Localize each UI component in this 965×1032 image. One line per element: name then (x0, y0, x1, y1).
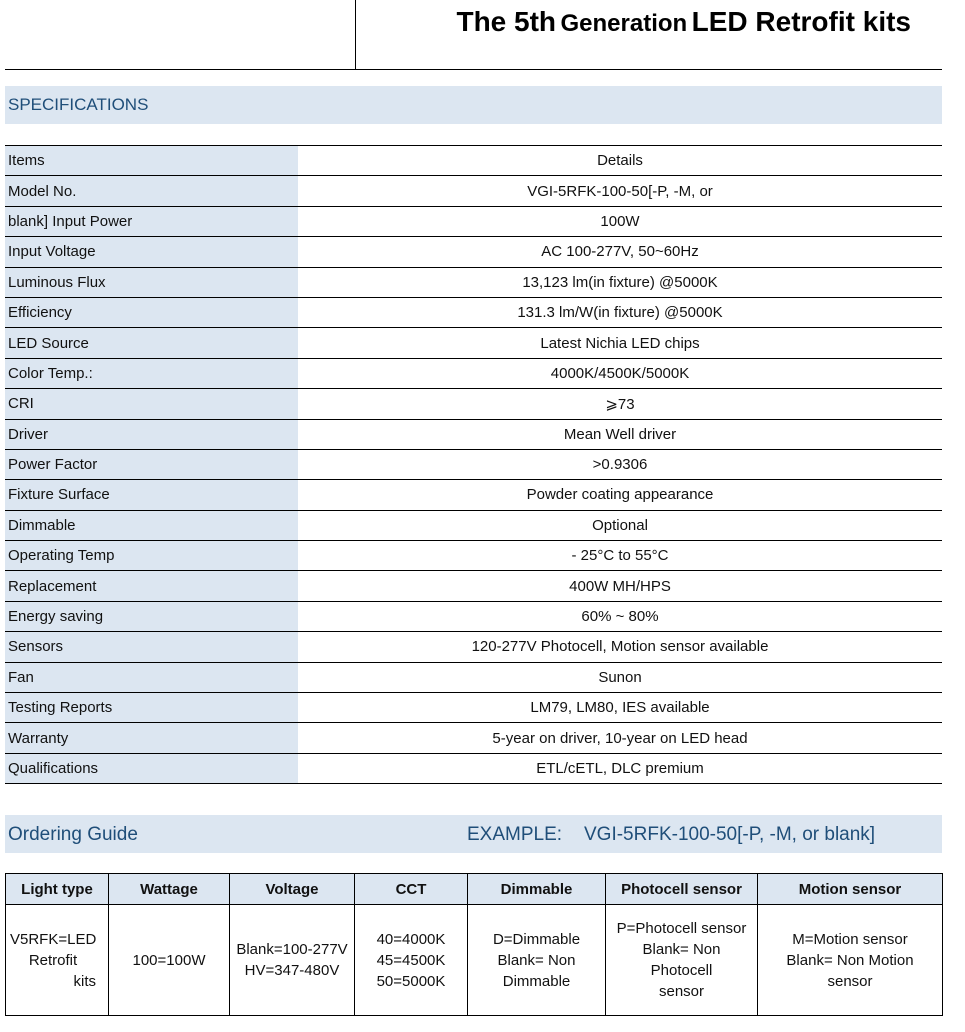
ordering-option-line: Blank=100-277V (236, 941, 348, 958)
spec-item-value: ⩾73 (298, 389, 942, 419)
spec-item-value: 60% ~ 80% (298, 601, 942, 631)
ordering-column-header: Wattage (109, 874, 230, 905)
spec-item-label: Sensors (5, 632, 298, 662)
ordering-column-header: Dimmable (468, 874, 606, 905)
ordering-option-line: M=Motion sensor (792, 930, 908, 948)
spec-item-value: 400W MH/HPS (298, 571, 942, 601)
spec-item-label: blank] Input Power (5, 206, 298, 236)
title-prefix: The 5th (456, 6, 557, 37)
ordering-option-line: D=Dimmable (492, 930, 581, 948)
spec-item-label: Operating Temp (5, 541, 298, 571)
specifications-heading: SPECIFICATIONS (8, 95, 149, 114)
ordering-option-line: Blank= Non Motion (786, 951, 914, 969)
spec-item-label: Fixture Surface (5, 480, 298, 510)
spec-item-label: Qualifications (5, 753, 298, 783)
example-model-number: VGI-5RFK-100-50[-P, -M, or blank] (584, 824, 876, 845)
spec-item-label: Dimmable (5, 510, 298, 540)
ordering-option-line: Blank= Non Photocell (642, 941, 721, 979)
spec-row (5, 662, 942, 692)
spec-row (5, 237, 942, 267)
spec-item-value: 100W (298, 206, 942, 236)
ordering-option-cell (109, 905, 230, 1016)
ordering-option-line: sensor (658, 983, 705, 1000)
spec-row (5, 693, 942, 723)
ordering-option-line: sensor (827, 972, 873, 990)
spec-item-label: Testing Reports (5, 693, 298, 723)
ordering-option-line: Retrofit (28, 951, 78, 969)
ordering-option-line: 50=5000K (376, 972, 446, 990)
ordering-option-line: 100=100W (132, 951, 206, 969)
spec-row (5, 389, 942, 419)
page-title (456, 6, 911, 38)
spec-item-label: Efficiency (5, 297, 298, 327)
ordering-option-line: HV=347-480V (244, 962, 340, 979)
spec-item-value: ETL/cETL, DLC premium (298, 753, 942, 783)
spec-row (5, 146, 942, 176)
spec-item-value: 4000K/4500K/5000K (298, 358, 942, 388)
ordering-option-cell (355, 905, 468, 1016)
example-label: EXAMPLE: (467, 824, 563, 845)
spec-item-label: LED Source (5, 328, 298, 358)
spec-item-label: Power Factor (5, 449, 298, 479)
spec-item-value: AC 100-277V, 50~60Hz (298, 237, 942, 267)
spec-item-value: Sunon (298, 662, 942, 692)
spec-row (5, 176, 942, 206)
ordering-guide-table (5, 873, 943, 1016)
spec-item-value: Mean Well driver (298, 419, 942, 449)
spec-item-value: 131.3 lm/W(in fixture) @5000K (298, 297, 942, 327)
spec-row (5, 541, 942, 571)
ordering-column-header: Light type (6, 874, 109, 905)
spec-item-label: Color Temp.: (5, 358, 298, 388)
spec-item-value: Latest Nichia LED chips (298, 328, 942, 358)
ordering-option-line: 40=4000K (376, 930, 446, 948)
ordering-options-row (6, 905, 943, 1016)
ordering-option-line: P=Photocell sensor (616, 920, 747, 937)
spec-row (5, 753, 942, 783)
ordering-option-line: Dimmable (502, 972, 571, 990)
spec-item-value: Powder coating appearance (298, 480, 942, 510)
spec-item-value: LM79, LM80, IES available (298, 693, 942, 723)
spec-row (5, 297, 942, 327)
ordering-option-cell (468, 905, 606, 1016)
ordering-option-line: 45=4500K (376, 951, 446, 969)
specifications-table (5, 145, 942, 784)
spec-item-label: Driver (5, 419, 298, 449)
spec-row (5, 358, 942, 388)
title-suffix: LED Retrofit kits (691, 6, 911, 37)
header-divider (355, 0, 356, 70)
spec-item-value: 120-277V Photocell, Motion sensor available (298, 632, 942, 662)
spec-item-label: CRI (5, 389, 298, 419)
spec-row (5, 480, 942, 510)
spec-item-value: VGI-5RFK-100-50[-P, -M, or (298, 176, 942, 206)
ordering-heading: Ordering Guide (8, 824, 138, 845)
spec-item-value: 5-year on driver, 10-year on LED head (298, 723, 942, 753)
spec-row (5, 206, 942, 236)
spec-row (5, 267, 942, 297)
spec-item-label: Input Voltage (5, 237, 298, 267)
ordering-option-cell (6, 905, 109, 1016)
ordering-column-header: Photocell sensor (606, 874, 758, 905)
ordering-option-cell (606, 905, 758, 1016)
spec-item-label: Luminous Flux (5, 267, 298, 297)
spec-item-value: Details (298, 146, 942, 176)
spec-row (5, 328, 942, 358)
spec-item-value: - 25°C to 55°C (298, 541, 942, 571)
spec-row (5, 419, 942, 449)
header-rule (5, 69, 942, 70)
ordering-option-line: kits (73, 972, 96, 990)
spec-item-label: Energy saving (5, 601, 298, 631)
ordering-option-cell (230, 905, 355, 1016)
ordering-column-header: Motion sensor (758, 874, 943, 905)
spec-row (5, 510, 942, 540)
spec-row (5, 571, 942, 601)
spec-item-label: Replacement (5, 571, 298, 601)
spec-item-label: Warranty (5, 723, 298, 753)
spec-row (5, 601, 942, 631)
ordering-option-cell (758, 905, 943, 1016)
spec-item-value: Optional (298, 510, 942, 540)
spec-item-label: Model No. (5, 176, 298, 206)
spec-item-value: >0.9306 (298, 449, 942, 479)
ordering-column-header: CCT (355, 874, 468, 905)
spec-item-label: Items (5, 146, 298, 176)
spec-row (5, 449, 942, 479)
spec-row (5, 723, 942, 753)
spec-item-label: Fan (5, 662, 298, 692)
ordering-option-line: Blank= Non (497, 951, 576, 969)
ordering-column-header: Voltage (230, 874, 355, 905)
ordering-option-line: V5RFK=LED (10, 930, 97, 948)
title-middle: Generation (560, 10, 688, 37)
spec-item-value: 13,123 lm(in fixture) @5000K (298, 267, 942, 297)
spec-row (5, 632, 942, 662)
